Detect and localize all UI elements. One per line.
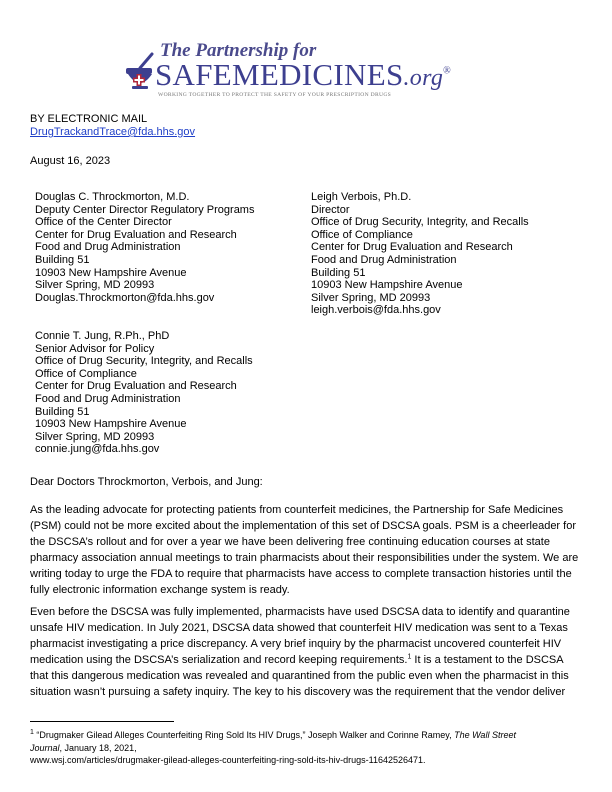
address-line: Center for Drug Evaluation and Research [35, 380, 237, 393]
address-line: Building 51 [35, 405, 90, 418]
address-line: Office of Compliance [35, 367, 137, 380]
footnote-text: “Drugmaker Gilead Alleges Counterfeiting Ring Sold Its HIV Drugs,” Joseph Walker and Corinne Ramey, [33, 730, 455, 740]
salutation: Dear Doctors Throckmorton, Verbois, and Jung: [30, 476, 263, 488]
recipient-email: leigh.verbois@fda.hhs.gov [311, 304, 441, 317]
address-line: Food and Drug Administration [35, 392, 181, 405]
address-line: Senior Advisor for Policy [35, 342, 155, 355]
address-line: Leigh Verbois, Ph.D. [311, 191, 412, 203]
footnote-line [30, 742, 590, 755]
logo-wordmark [155, 57, 451, 93]
address-line: Office of Drug Security, Integrity, and Recalls [311, 216, 529, 229]
line-text: It is a testament to the DSCSA [411, 654, 564, 666]
paragraph-line: As the leading advocate for protecting patients from counterfeit medicines, the Partnership for Safe Medicines [30, 504, 564, 516]
paragraph-line: pharmacist investigating a price discrepancy. A very brief inquiry by the pharmacist uncovered counterfeit HIV [30, 638, 562, 650]
paragraph-line: situation wasn’t pursuing a safety inquiry. The key to his discovery was the requirement that the vendor deliver [30, 686, 566, 698]
journal-title: Journal [30, 742, 60, 753]
address-line: Food and Drug Administration [35, 241, 181, 254]
address-line: Food and Drug Administration [311, 253, 457, 266]
line-text: medication using the DSCSA’s serialization and record keeping requirements. [30, 654, 408, 666]
address-line: Silver Spring, MD 20993 [35, 430, 155, 443]
journal-title: The Wall Street [454, 730, 516, 740]
recipient-verbois [311, 191, 529, 317]
address-line: 10903 New Hampshire Avenue [35, 266, 187, 279]
address-line: Douglas C. Throckmorton, M.D. [35, 191, 190, 203]
address-line: Building 51 [311, 266, 366, 279]
paragraph-line: pharmacy association annual meetings to train pharmacists about their responsibilities under the system. We are [30, 552, 579, 564]
address-line: Building 51 [35, 253, 90, 266]
footnote-reference[interactable]: 1 [407, 653, 412, 661]
fda-email-link[interactable]: DrugTrackandTrace@fda.hhs.gov [30, 126, 196, 138]
footnote-number: 1 [30, 729, 34, 736]
paragraph-line: fully electronic information exchange system is ready. [30, 584, 290, 596]
address-line: Connie T. Jung, R.Ph., PhD [35, 330, 170, 342]
address-line: Center for Drug Evaluation and Research [311, 241, 513, 254]
psm-logo [125, 40, 505, 106]
address-line: Center for Drug Evaluation and Research [35, 228, 237, 241]
logo-main-text: SAFEMEDICINES [155, 57, 404, 92]
recipient-jung [35, 330, 253, 456]
address-line: Office of Drug Security, Integrity, and Recalls [35, 355, 253, 368]
address-line: Office of Compliance [311, 228, 413, 241]
paragraph-line: the DSCSA’s rollout and for over a year we have been delivering free continuing education courses at state [30, 536, 550, 548]
footnote-date: , January 18, 2021, [59, 742, 137, 753]
paragraph-line: Even before the DSCSA was fully implemented, pharmacists have used DSCSA data to identify and quarantine [30, 606, 570, 618]
logo-suffix: .org [403, 65, 444, 91]
logo-registered-mark: ® [443, 65, 452, 77]
address-line: Silver Spring, MD 20993 [35, 279, 155, 292]
paragraph-hiv-case [30, 604, 582, 700]
paragraph-line: unsafe HIV medication. In July 2021, DSCSA data showed that counterfeit HIV medication was sent to a Texas [30, 622, 568, 634]
address-line: Silver Spring, MD 20993 [311, 291, 431, 304]
address-line: Deputy Center Director Regulatory Programs [35, 203, 255, 216]
recipient-email: connie.jung@fda.hhs.gov [35, 443, 160, 456]
paragraph-line: (PSM) could not be more excited about the implementation of this set of DSCSA goals. PSM is a cheerleader for [30, 520, 576, 532]
address-line: Director [311, 203, 350, 216]
delivery-method: BY ELECTRONIC MAIL [30, 113, 148, 125]
recipient-email: Douglas.Throckmorton@fda.hhs.gov [35, 291, 215, 304]
letter-date: August 16, 2023 [30, 155, 111, 167]
paragraph-line: writing today to urge the FDA to require that pharmacists have access to complete transaction histories until the [30, 568, 572, 580]
mortar-pestle-cross-icon [125, 52, 155, 90]
address-line: 10903 New Hampshire Avenue [35, 418, 187, 431]
logo-top-line: The Partnership for [160, 40, 317, 61]
logo-tagline: WORKING TOGETHER TO PROTECT THE SAFETY OF YOUR PRESCRIPTION DRUGS [158, 92, 392, 98]
address-line: 10903 New Hampshire Avenue [311, 279, 463, 292]
paragraph-line: that this dangerous medication was revealed and quarantined from the public even when the pharmacist in this [30, 670, 569, 682]
footnote [30, 729, 590, 767]
address-line: Office of the Center Director [35, 216, 172, 229]
paragraph-intro [30, 502, 582, 598]
footnote-separator [30, 721, 174, 722]
paragraph-line [30, 652, 582, 668]
recipient-throckmorton [35, 191, 254, 304]
footnote-url[interactable]: www.wsj.com/articles/drugmaker-gilead-alleges-counterfeiting-ring-sold-its-hiv-drugs-11642526471. [30, 755, 426, 765]
footnote-line [30, 729, 590, 742]
